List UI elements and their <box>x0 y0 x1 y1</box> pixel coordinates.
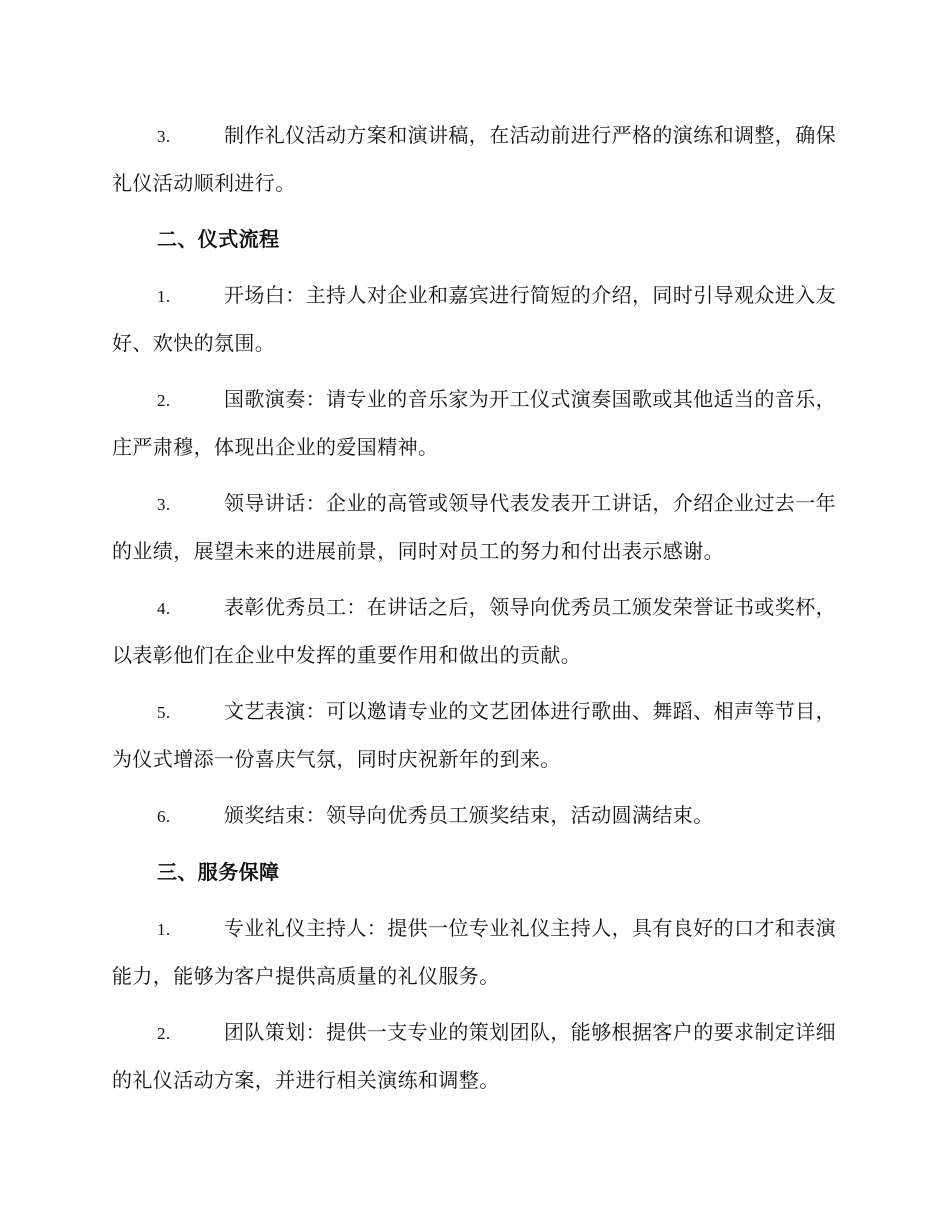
item-text: 专业礼仪主持人：提供一位专业礼仪主持人，具有良好的口才和表演能力，能够为客户提供高质量的礼仪服务。 <box>112 916 836 988</box>
list-item <box>112 1009 838 1104</box>
list-item <box>112 905 838 1000</box>
item-text: 开场白：主持人对企业和嘉宾进行简短的介绍，同时引导观众进入友好、欢快的氛围。 <box>112 283 836 355</box>
item-text: 领导讲话：企业的高管或领导代表发表开工讲话，介绍企业过去一年的业绩，展望未来的进展前景，同时对员工的努力和付出表示感谢。 <box>112 491 836 563</box>
item-number: 2. <box>157 391 171 410</box>
list-item <box>112 688 838 783</box>
item-number: 5. <box>157 703 171 722</box>
item-number: 3. <box>157 495 171 514</box>
section-heading: 三、服务保障 <box>157 860 280 884</box>
list-item <box>112 272 838 367</box>
list-item <box>112 480 838 575</box>
item-text: 制作礼仪活动方案和演讲稿，在活动前进行严格的演练和调整，确保礼仪活动顺利进行。 <box>112 123 836 195</box>
list-item <box>112 112 838 207</box>
item-text: 文艺表演：可以邀请专业的文艺团体进行歌曲、舞蹈、相声等节目，为仪式增添一份喜庆气氛，同时庆祝新年的到来。 <box>112 699 836 771</box>
list-item <box>112 792 838 840</box>
list-item <box>112 376 838 471</box>
item-text: 颁奖结束：领导向优秀员工颁奖结束，活动圆满结束。 <box>224 803 714 827</box>
item-number: 6. <box>157 807 171 826</box>
list-item <box>112 584 838 679</box>
item-number: 3. <box>157 127 171 146</box>
item-number: 1. <box>157 287 171 306</box>
section-heading: 二、仪式流程 <box>157 227 280 251</box>
item-number: 4. <box>157 599 171 618</box>
item-number: 1. <box>157 920 171 939</box>
item-text: 团队策划：提供一支专业的策划团队，能够根据客户的要求制定详细的礼仪活动方案，并进行相关演练和调整。 <box>112 1020 836 1092</box>
item-text: 表彰优秀员工：在讲话之后，领导向优秀员工颁发荣誉证书或奖杯，以表彰他们在企业中发挥的重要作用和做出的贡献。 <box>112 595 836 667</box>
item-text: 国歌演奏：请专业的音乐家为开工仪式演奏国歌或其他适当的音乐，庄严肃穆，体现出企业的爱国精神。 <box>112 387 836 459</box>
item-number: 2. <box>157 1024 171 1043</box>
